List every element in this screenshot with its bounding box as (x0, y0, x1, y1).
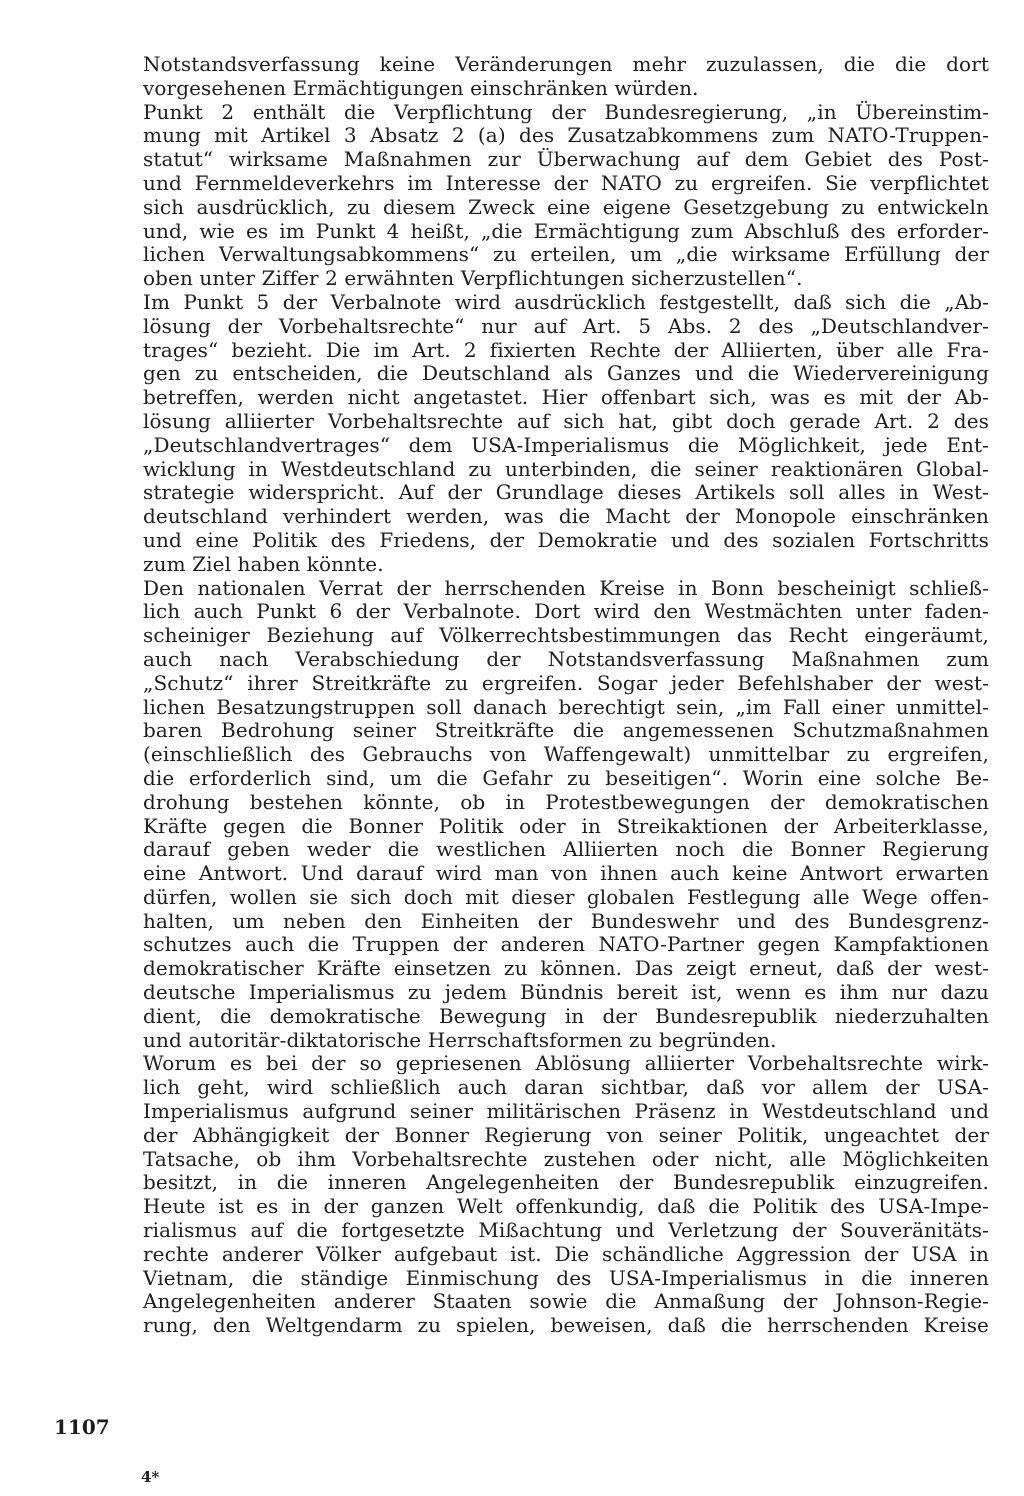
text-line: baren Bedrohung seiner Streitkräfte die angemessenen Schutzmaßnahmen (143, 718, 989, 743)
text-line: trages“ bezieht. Die im Art. 2 fixierten Rechte der Alliierten, über alle Fra- (143, 337, 989, 362)
text-line: gen zu entscheiden, die Deutschland als Ganzes und die Wiedervereinigung (143, 361, 989, 386)
text-line: dürfen, wollen sie sich doch mit dieser globalen Festlegung alle Wege offen- (143, 884, 989, 909)
text-line: statut“ wirksame Maßnahmen zur Überwachung auf dem Gebiet des Post- (143, 147, 989, 172)
text-line: und autoritär-diktatorische Herrschaftsformen zu begründen. (143, 1027, 777, 1052)
text-line: „Deutschlandvertrages“ dem USA-Imperialismus die Möglichkeit, jede Ent- (143, 432, 989, 457)
text-line: scheiniger Beziehung auf Völkerrechtsbestimmungen das Recht eingeräumt, (143, 623, 989, 648)
text-line: Heute ist es in der ganzen Welt offenkundig, daß die Politik des USA-Impe- (143, 1194, 989, 1219)
text-line: rialismus auf die fortgesetzte Mißachtung und Verletzung der Souveränitäts- (143, 1218, 989, 1243)
text-line: deutschland verhindert werden, was die Macht der Monopole einschränken (143, 504, 989, 529)
text-line: demokratischer Kräfte einsetzen zu können. Das zeigt erneut, daß der west- (143, 956, 989, 981)
text-line: Den nationalen Verrat der herrschenden Kreise in Bonn bescheinigt schließ- (143, 575, 989, 600)
text-line: schutzes auch die Truppen der anderen NATO-Partner gegen Kampfaktionen (143, 932, 989, 957)
text-line: lösung alliierter Vorbehaltsrechte auf sich hat, gibt doch gerade Art. 2 des (143, 408, 989, 433)
text-line: Notstandsverfassung keine Veränderungen mehr zuzulassen, die die dort (143, 52, 989, 76)
text-line: wicklung in Westdeutschland zu unterbinden, die seiner reaktionären Global- (143, 456, 989, 481)
text-line: eine Antwort. Und darauf wird man von ihnen auch keine Antwort erwarten (143, 861, 989, 886)
text-line: Im Punkt 5 der Verbalnote wird ausdrücklich festgestellt, daß sich die „Ab- (143, 289, 989, 314)
text-line: besitzt, in die inneren Angelegenheiten der Bundesrepublik einzugreifen. (143, 1170, 989, 1195)
text-line: auch nach Verabschiedung der Notstandsverfassung Maßnahmen zum (143, 646, 989, 671)
text-line: und Fernmeldeverkehrs im Interesse der NATO zu ergreifen. Sie verpflichtet (143, 170, 989, 195)
text-line: (einschließlich des Gebrauchs von Waffengewalt) unmittelbar zu ergreifen, (143, 742, 989, 767)
text-line: rechte anderer Völker aufgebaut ist. Die schändliche Aggression der USA in (143, 1241, 989, 1266)
text-line: lichen Verwaltungsabkommens“ zu erteilen, um „die wirksame Erfüllung der (143, 242, 989, 267)
text-line: deutsche Imperialismus zu jedem Bündnis bereit ist, wenn es ihm nur dazu (143, 980, 989, 1005)
text-line: Worum es bei der so gepriesenen Ablösung alliierter Vorbehaltsrechte wirk- (143, 1051, 989, 1076)
text-line: und, wie es im Punkt 4 heißt, „die Ermächtigung zum Abschluß des erforder- (143, 218, 989, 243)
text-line: lich auch Punkt 6 der Verbalnote. Dort wird den Westmächten unter faden- (143, 599, 989, 624)
text-line: die erforderlich sind, um die Gefahr zu beseitigen“. Worin eine solche Be- (143, 765, 989, 790)
text-line: zum Ziel haben könnte. (143, 551, 384, 576)
text-line: dient, die demokratische Bewegung in der Bundesrepublik niederzuhalten (143, 1003, 989, 1028)
text-line: Angelegenheiten anderer Staaten sowie die Anmaßung der Johnson-Regie- (143, 1289, 989, 1314)
text-line: Vietnam, die ständige Einmischung des USA-Imperialismus in die inneren (143, 1265, 989, 1290)
text-line: und eine Politik des Friedens, der Demokratie und des sozialen Fortschritts (143, 527, 989, 552)
text-line: sich ausdrücklich, zu diesem Zweck eine eigene Gesetzgebung zu entwickeln (143, 194, 989, 219)
text-line: vorgesehenen Ermächtigungen einschränken würden. (143, 75, 699, 100)
text-line: der Abhängigkeit der Bonner Regierung von seiner Politik, ungeachtet der (143, 1122, 989, 1147)
text-line: rung, den Weltgendarm zu spielen, beweisen, daß die herrschenden Kreise (143, 1313, 989, 1338)
text-line: oben unter Ziffer 2 erwähnten Verpflichtungen sicherzustellen“. (143, 266, 803, 291)
text-line: drohung bestehen könnte, ob in Protestbewegungen der demokratischen (143, 789, 989, 814)
text-line: halten, um neben den Einheiten der Bundeswehr und des Bundesgrenz- (143, 908, 989, 933)
body-text (143, 53, 989, 1338)
text-line: Punkt 2 enthält die Verpflichtung der Bundesregierung, „in Übereinstim- (143, 99, 989, 124)
text-line: lichen Besatzungstruppen soll danach berechtigt sein, „im Fall einer unmittel- (143, 694, 989, 719)
text-line: Tatsache, ob ihm Vorbehaltsrechte zustehen oder nicht, alle Möglichkeiten (143, 1146, 989, 1171)
text-line: strategie widerspricht. Auf der Grundlage dieses Artikels soll alles in West- (143, 480, 989, 505)
text-line: Kräfte gegen die Bonner Politik oder in Streikaktionen der Arbeiterklasse, (143, 813, 989, 838)
text-line: lösung der Vorbehaltsrechte“ nur auf Art. 5 Abs. 2 des „Deutschlandver- (143, 313, 989, 338)
text-line: Imperialismus aufgrund seiner militärischen Präsenz in Westdeutschland und (143, 1099, 989, 1124)
text-line: betreffen, werden nicht angetastet. Hier offenbart sich, was es mit der Ab- (143, 385, 989, 410)
page-number: 1107 (54, 1415, 110, 1439)
text-line: lich geht, wird schließlich auch daran sichtbar, daß vor allem der USA- (143, 1075, 989, 1100)
text-line: „Schutz“ ihrer Streitkräfte zu ergreifen. Sogar jeder Befehlshaber der west- (143, 670, 989, 695)
text-line: mung mit Artikel 3 Absatz 2 (a) des Zusatzabkommens zum NATO-Truppen- (143, 123, 989, 148)
signature-mark: 4* (141, 1468, 160, 1486)
text-line: darauf geben weder die westlichen Alliierten noch die Bonner Regierung (143, 837, 989, 862)
